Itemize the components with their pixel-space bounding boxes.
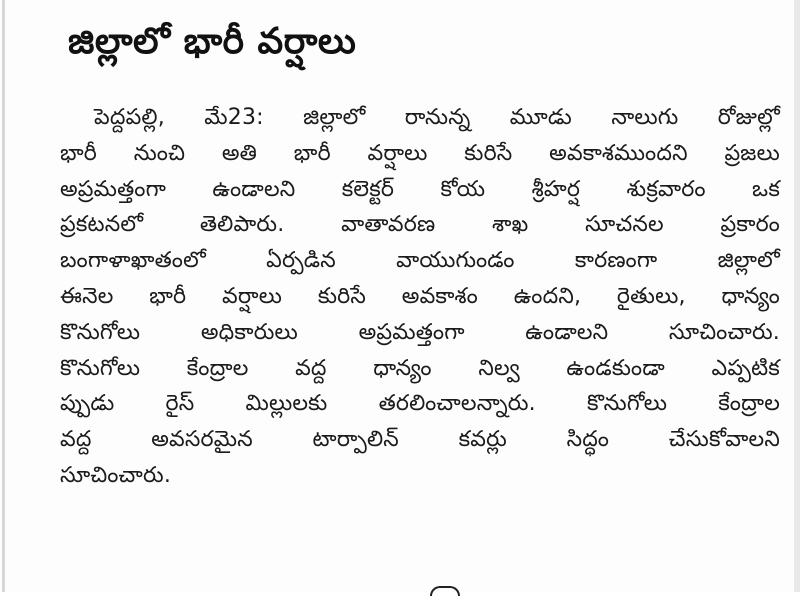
article-headline: జిల్లాలో భారీ వర్షాలు: [68, 21, 357, 62]
article-line: ప్పుడు రైస్ మిల్లులకు తరలించాలన్నారు. కొనుగోలు కేంద్రాల: [60, 391, 780, 417]
page-edge: [794, 0, 800, 592]
article-line: ప్రకటనలో తెలిపారు. వాతావరణ శాఖ సూచనల ప్రకారం: [60, 212, 780, 238]
article-line: భారీ నుంచి అతి భారీ వర్షాలు కురిసే అవకాశముందని ప్రజలు: [60, 140, 780, 166]
article-body: [60, 100, 780, 494]
article-line: పెద్దపల్లి, మే23: జిల్లాలో రానున్న మూడు నాలుగు రోజుల్లో: [94, 105, 780, 130]
article-line: కొనుగోలు కేంద్రాల వద్ద ధాన్యం నిల్వ ఉండకుండా ఎప్పటిక: [60, 355, 780, 381]
next-article-fragment: [430, 586, 460, 596]
article-line: సూచించారు.: [60, 462, 172, 488]
article-line: వద్ద అవసరమైన టార్పాలిన్ కవర్లు సిద్ధం చేసుకోవాలని: [60, 427, 780, 453]
article-line: అప్రమత్తంగా ఉండాలని కలెక్టర్ కోయ శ్రీహర్ష శుక్రవారం ఒక: [60, 176, 780, 202]
article-line: బంగాళాఖాతంలో ఏర్పడిన వాయుగుండం కారణంగా జిల్లాలో: [60, 248, 780, 274]
article-line: ఈనెల భారీ వర్షాలు కురిసే అవకాశం ఉందని, రైతులు, ధాన్యం: [60, 283, 780, 309]
article-line: కొనుగోలు అధికారులు అప్రమత్తంగా ఉండాలని సూచించారు.: [60, 319, 780, 345]
column-divider: [2, 0, 5, 592]
